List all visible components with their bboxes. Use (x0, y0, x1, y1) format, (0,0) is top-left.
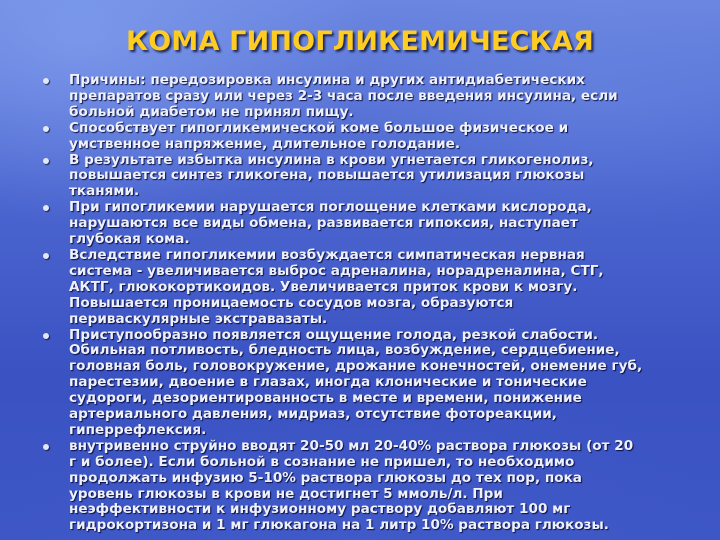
bullet-icon (43, 78, 49, 84)
list-item-text-line: нарушаются все виды обмена, развивается гипоксия, наступает (69, 215, 578, 232)
bullet-icon (43, 158, 49, 164)
list-item-text-line: неэффективности к инфузионному раствору добавляют 100 мг (69, 501, 571, 518)
list-item (0, 73, 720, 121)
list-item-text-line: В результате избытка инсулина в крови угнетается гликогенолиз, (69, 151, 594, 168)
list-item-text-line: внутривенно струйно вводят 20-50 мл 20-40% раствора глюкозы (от 20 (69, 437, 634, 454)
bullet-icon (43, 126, 49, 132)
list-item (0, 153, 720, 201)
list-item-text-line: гиперрефлексия. (69, 421, 207, 438)
list-item-text-line: Вследствие гипогликемии возбуждается симпатическая нервная (69, 246, 585, 263)
list-item-text-line: система - увеличивается выброс адреналина, норадреналина, СТГ, (69, 262, 604, 279)
list-item (0, 121, 720, 153)
list-item (0, 200, 720, 248)
list-item-text-line: уровень глюкозы в крови не достигнет 5 ммоль/л. При (69, 485, 503, 502)
list-item-text-line: повышается синтез гликогена, повышается утилизация глюкозы (69, 167, 585, 184)
list-item-text-line: периваскулярные экстравазаты. (69, 310, 328, 327)
list-item-text-line: судороги, дезориентированность в месте и времени, понижение (69, 390, 582, 407)
list-item-text-line: глубокая кома. (69, 231, 190, 248)
list-item-text-line: продолжать инфузию 5-10% раствора глюкозы до тех пор, пока (69, 469, 582, 486)
list-item-text-line: г и более). Если больной в сознание не пришел, то необходимо (69, 453, 575, 470)
list-item-text-line: тканями. (69, 183, 140, 200)
list-item (0, 248, 720, 328)
slide-title: КОМА ГИПОГЛИКЕМИЧЕСКАЯ (126, 26, 594, 57)
list-item-text-line: Обильная потливость, бледность лица, возбуждение, сердцебиение, (69, 342, 620, 359)
list-item-text-line: головная боль, головокружение, дрожание конечностей, онемение губ, (69, 358, 643, 375)
list-item-text-line: При гипогликемии нарушается поглощение клетками кислорода, (69, 199, 592, 216)
list-item (0, 439, 720, 534)
bullet-list (0, 73, 720, 534)
list-item (0, 328, 720, 439)
list-item-text-line: артериального давления, мидриаз, отсутствие фотореакции, (69, 406, 557, 423)
list-item-text-line: больной диабетом не принял пищу. (69, 103, 354, 120)
list-item-text-line: гидрокортизона и 1 мг глюкагона на 1 литр 10% раствора глюкозы. (69, 517, 609, 534)
list-item-text-line: АКТГ, глюкокортикоидов. Увеличивается приток крови к мозгу. (69, 278, 578, 295)
bullet-icon (43, 444, 49, 450)
list-item-text-line: Способствует гипогликемической коме большое физическое и (69, 119, 569, 136)
list-item-text-line: Повышается проницаемость сосудов мозга, образуются (69, 294, 514, 311)
bullet-icon (43, 253, 49, 259)
bullet-icon (43, 333, 49, 339)
list-item-text-line: парестезии, двоение в глазах, иногда клонические и тонические (69, 374, 587, 391)
list-item-text-line: препаратов сразу или через 2-3 часа после введения инсулина, если (69, 87, 618, 104)
bullet-icon (43, 205, 49, 211)
list-item-text-line: Приступообразно появляется ощущение голода, резкой слабости. (69, 326, 599, 343)
list-item-text-line: умственное напряжение, длительное голодание. (69, 135, 460, 152)
list-item-text-line: Причины: передозировка инсулина и других антидиабетических (69, 72, 585, 88)
